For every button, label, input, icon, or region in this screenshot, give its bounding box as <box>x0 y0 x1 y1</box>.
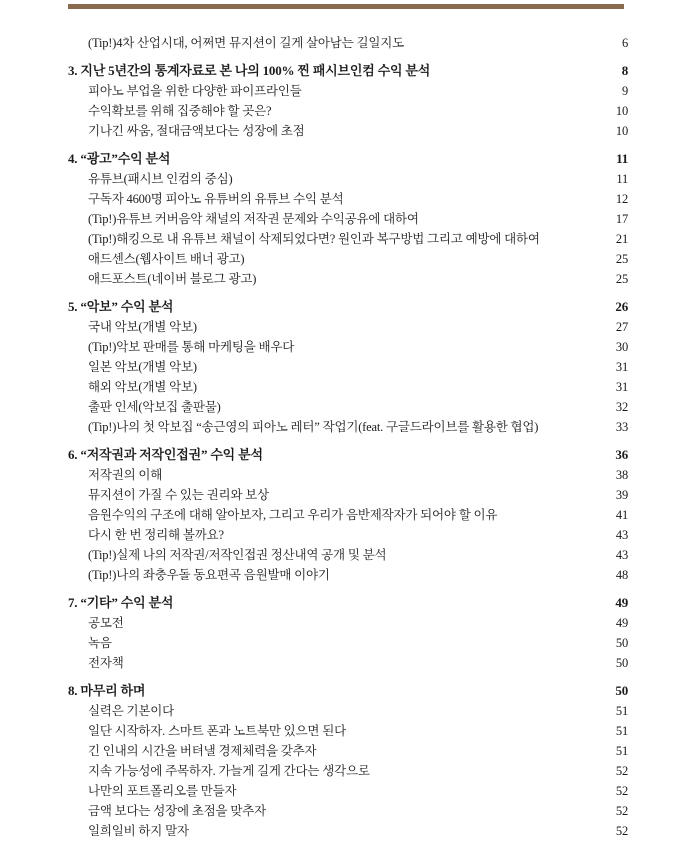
toc-section-title: 3. 지난 5년간의 통계자료로 본 나의 100% 찐 패시브인컴 수익 분석 <box>68 63 431 78</box>
toc-entry <box>68 633 628 653</box>
toc-entry <box>68 249 628 269</box>
toc-section-title: 6. “저작권과 저작인접권” 수익 분석 <box>68 447 263 462</box>
toc-entry <box>68 269 628 289</box>
toc-entry-label: 긴 인내의 시간을 버텨낼 경제체력을 갖추자 <box>88 744 317 758</box>
toc-entry <box>68 465 628 485</box>
toc-entry <box>68 525 628 545</box>
toc-entry-label: 애드센스(웹사이트 배너 광고) <box>88 252 245 266</box>
toc-entry-page: 11 <box>616 172 628 186</box>
toc-entry-label: 나만의 포트폴리오를 만들자 <box>88 784 237 798</box>
toc-entry-label: 해외 악보(개별 악보) <box>88 380 197 394</box>
toc-entry-label: 일희일비 하지 말자 <box>88 824 189 838</box>
toc-entry-page: 51 <box>615 744 628 758</box>
toc-entry <box>68 209 628 229</box>
toc-entry-label: 공모전 <box>88 616 124 630</box>
toc-entry <box>68 545 628 565</box>
toc-entry <box>68 505 628 525</box>
toc-entry <box>68 485 628 505</box>
toc-entry-page: 31 <box>615 360 628 374</box>
toc-section-title: 7. “기타” 수익 분석 <box>68 595 174 610</box>
toc-entry-page: 12 <box>615 192 628 206</box>
toc-entry-page: 50 <box>615 636 628 650</box>
toc-entry-label: 녹음 <box>88 636 112 650</box>
toc-entry <box>68 81 628 101</box>
toc-entry-page: 52 <box>615 804 628 818</box>
toc-entry-page: 10 <box>615 124 628 138</box>
toc-entry-label: 구독자 4600명 피아노 유튜버의 유튜브 수익 분석 <box>88 192 344 206</box>
toc-entry-page: 51 <box>615 724 628 738</box>
toc-entry-page: 48 <box>615 568 628 582</box>
toc-entry <box>68 801 628 821</box>
toc-entry <box>68 701 628 721</box>
toc-entry-page: 31 <box>615 380 628 394</box>
toc-entry-page: 39 <box>615 488 628 502</box>
toc-entry-page: 27 <box>615 320 628 334</box>
toc-entry-page: 52 <box>615 764 628 778</box>
toc-entry-label: 실력은 기본이다 <box>88 704 175 718</box>
toc-entry <box>68 761 628 781</box>
toc-section-title: 5. “악보” 수익 분석 <box>68 299 174 314</box>
toc-entry-label: 수익확보를 위해 집중해야 할 곳은? <box>88 104 272 118</box>
toc-entry-label: 기나긴 싸움, 절대금액보다는 성장에 초점 <box>88 124 305 138</box>
toc-entry-page: 25 <box>615 252 628 266</box>
toc-entry <box>68 377 628 397</box>
toc-entry-label: (Tip!)나의 첫 악보집 “송근영의 피아노 레터” 작업기(feat. 구글드라이브를 활용한 협업) <box>88 420 539 434</box>
toc-entry-page: 25 <box>615 272 628 286</box>
toc-entry-page: 26 <box>615 299 628 314</box>
toc-entry-label: 출판 인세(악보집 출판물) <box>88 400 221 414</box>
toc-section-heading <box>68 681 628 701</box>
toc-entry-label: (Tip!)유튜브 커버음악 채널의 저작권 문제와 수익공유에 대하여 <box>88 212 419 226</box>
toc-entry-label: 일단 시작하자. 스마트 폰과 노트북만 있으면 된다 <box>88 724 346 738</box>
toc-entry-page: 33 <box>615 420 628 434</box>
toc-entry <box>68 653 628 673</box>
toc-entry-page: 49 <box>615 616 628 630</box>
toc-entry-label: 음원수익의 구조에 대해 알아보자, 그리고 우리가 음반제작자가 되어야 할 이유 <box>88 508 498 522</box>
toc-entry-page: 43 <box>615 548 628 562</box>
toc-entry-page: 52 <box>615 824 628 838</box>
toc-entry <box>68 781 628 801</box>
toc-entry-page: 32 <box>615 400 628 414</box>
toc-entry <box>68 337 628 357</box>
toc-entry-label: 뮤지션이 가질 수 있는 권리와 보상 <box>88 488 269 502</box>
toc-section-heading <box>68 297 628 317</box>
toc-entry-page: 38 <box>615 468 628 482</box>
toc-entry-page: 21 <box>615 232 628 246</box>
top-rule <box>68 4 624 9</box>
toc-entry-page: 8 <box>621 63 628 78</box>
toc-section-title: 4. “광고”수익 분석 <box>68 151 171 166</box>
toc-entry-page: 41 <box>615 508 628 522</box>
toc-entry-page: 17 <box>615 212 628 226</box>
toc-entry <box>68 169 628 189</box>
toc-entry-label: (Tip!)해킹으로 내 유튜브 채널이 삭제되었다면? 원인과 복구방법 그리고 예방에 대하여 <box>88 232 540 246</box>
toc-entry-label: (Tip!)나의 좌충우돌 동요편곡 음원발매 이야기 <box>88 568 330 582</box>
toc-entry-label: 국내 악보(개별 악보) <box>88 320 197 334</box>
toc-entry-label: 피아노 부업을 위한 다양한 파이프라인들 <box>88 84 302 98</box>
toc-entry-label: 일본 악보(개별 악보) <box>88 360 197 374</box>
toc-entry-page: 50 <box>615 683 628 698</box>
toc-entry-page: 11 <box>616 151 628 166</box>
toc-entry-page: 9 <box>621 84 628 98</box>
toc-entry <box>68 357 628 377</box>
toc-entry <box>68 565 628 585</box>
toc-entry-label: 금액 보다는 성장에 초점을 맞추자 <box>88 804 266 818</box>
toc-entry-label: 지속 가능성에 주목하자. 가늘게 길게 간다는 생각으로 <box>88 764 370 778</box>
toc-entry <box>68 741 628 761</box>
toc-entry-label: 애드포스트(네이버 블로그 광고) <box>88 272 257 286</box>
toc-entry-page: 36 <box>615 447 628 462</box>
toc-section-heading <box>68 593 628 613</box>
toc-section-heading <box>68 445 628 465</box>
toc-entry-label: 다시 한 번 정리해 볼까요? <box>88 528 224 542</box>
toc-entry <box>68 121 628 141</box>
toc-entry-page: 51 <box>615 704 628 718</box>
toc-entry <box>68 101 628 121</box>
toc-entry-page: 43 <box>615 528 628 542</box>
toc-entry <box>68 317 628 337</box>
toc-entry <box>68 397 628 417</box>
toc-entry-label: (Tip!)실제 나의 저작권/저작인접권 정산내역 공개 및 분석 <box>88 548 387 562</box>
table-of-contents <box>68 33 628 841</box>
toc-section-title: 8. 마무리 하며 <box>68 683 146 698</box>
toc-entry-page: 50 <box>615 656 628 670</box>
toc-entry-label: 전자책 <box>88 656 124 670</box>
toc-entry <box>68 229 628 249</box>
toc-entry <box>68 613 628 633</box>
toc-entry <box>68 33 628 53</box>
toc-entry-page: 10 <box>615 104 628 118</box>
toc-entry-label: (Tip!)악보 판매를 통해 마케팅을 배우다 <box>88 340 295 354</box>
toc-entry <box>68 821 628 841</box>
toc-entry <box>68 189 628 209</box>
toc-entry <box>68 721 628 741</box>
toc-section-heading <box>68 149 628 169</box>
toc-entry-page: 30 <box>615 340 628 354</box>
toc-section-heading <box>68 61 628 81</box>
toc-entry-page: 6 <box>621 36 628 50</box>
toc-entry-page: 49 <box>615 595 628 610</box>
toc-entry-page: 52 <box>615 784 628 798</box>
toc-entry-label: 저작권의 이해 <box>88 468 163 482</box>
toc-entry-label: (Tip!)4차 산업시대, 어쩌면 뮤지션이 길게 살아남는 길일지도 <box>88 36 404 50</box>
toc-entry-label: 유튜브(패시브 인컴의 중심) <box>88 172 233 186</box>
toc-entry <box>68 417 628 437</box>
